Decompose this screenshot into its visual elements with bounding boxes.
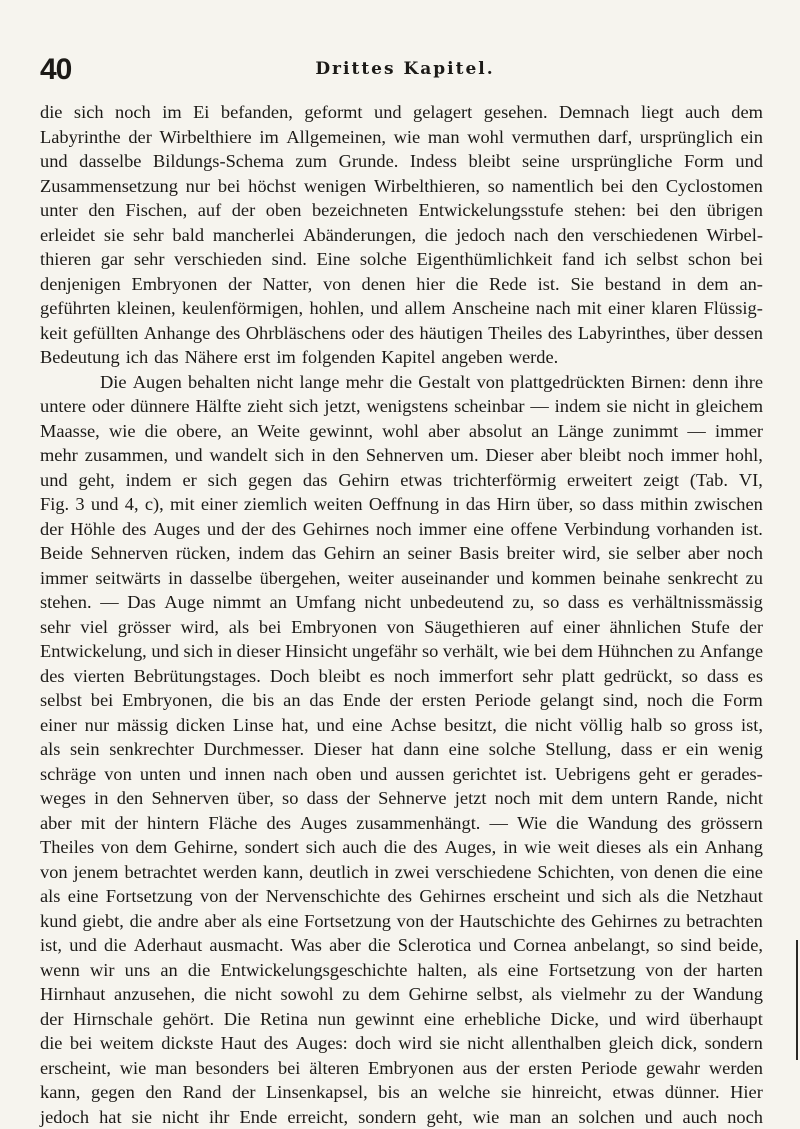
text-line: Labyrinthe der Wirbelthiere im Allgemeinen, wie man wohl vermuthen darf, ursprünglich ein: [40, 125, 763, 150]
text-line: aber mit der hintern Fläche des Auges zusammenhängt. — Wie die Wandung des grössern: [40, 811, 763, 836]
text-line: untere oder dünnere Hälfte zieht sich jetzt, wenigstens scheinbar — indem sie nicht in gleichem: [40, 394, 763, 419]
text-line: mehr zusammen, und wandelt sich in den Sehnerven um. Dieser aber bleibt noch immer hohl,: [40, 443, 763, 468]
text-line: und geht, indem er sich gegen das Gehirn etwas trichterförmig erweitert zeigt (Tab. VI,: [40, 468, 763, 493]
text-line: weges in den Sehnerven über, so dass der Sehnerve jetzt noch mit dem untern Rande, nicht: [40, 786, 763, 811]
text-line: immer seitwärts in dasselbe übergehen, weiter auseinander und kommen beinahe senkrecht zu: [40, 566, 763, 591]
text-line: kund giebt, die andre aber als eine Fortsetzung von der Hautschichte des Gehirnes zu betrachten: [40, 909, 763, 934]
text-line: thieren gar sehr verschieden sind. Eine solche Eigenthümlichkeit fand ich selbst schon bei: [40, 247, 763, 272]
text-line: die sich noch im Ei befanden, geformt und gelagert gesehen. Demnach liegt auch dem: [40, 100, 763, 125]
text-line: von jenem betrachtet werden kann, deutlich in zwei verschiedene Schichten, von denen die eine: [40, 860, 763, 885]
text-line: Zusammensetzung nur bei höchst wenigen Wirbelthieren, so namentlich bei den Cyclostomen: [40, 174, 763, 199]
page-header: [40, 52, 770, 88]
page-number: 40: [40, 52, 71, 88]
text-line: ist, und die Aderhaut ausmacht. Was aber die Sclerotica und Cornea anbelangt, so sind beide,: [40, 933, 763, 958]
text-line: unter den Fischen, auf der oben bezeichneten Entwickelungsstufe stehen: bei den übrigen: [40, 198, 763, 223]
text-line: Hirnhaut anzusehen, die nicht sowohl zu dem Gehirne selbst, als vielmehr zu der Wandung: [40, 982, 763, 1007]
text-line: Beide Sehnerven rücken, indem das Gehirn an seiner Basis breiter wird, sie selber aber noch: [40, 541, 763, 566]
page-edge: [796, 940, 798, 1060]
text-line: keit gefüllten Anhange des Ohrbläschens oder des häutigen Theiles des Labyrinthes, über dessen: [40, 321, 763, 346]
text-line: die bei weitem dickste Haut des Auges: doch wird sie nicht allenthalben gleich dick, sondern: [40, 1031, 763, 1056]
text-line: Theiles von dem Gehirne, sondert sich auch die des Auges, in wie weit dieses als ein Anhang: [40, 835, 763, 860]
text-line: der Höhle des Auges und der des Gehirnes noch immer eine offene Verbindung vorhanden ist.: [40, 517, 763, 542]
text-line: jedoch hat sie nicht ihr Ende erreicht, sondern geht, wie man an solchen und auch noch: [40, 1105, 763, 1129]
text-line: als eine Fortsetzung von der Nervenschichte des Gehirnes erscheint und sich als die Netzhaut: [40, 884, 763, 909]
text-line: und dasselbe Bildungs-Schema zum Grunde. Indess bleibt seine ursprüngliche Form und: [40, 149, 763, 174]
text-line: erleidet sie sehr bald mancherlei Abänderungen, die jedoch nach den verschiedenen Wirbel-: [40, 223, 763, 248]
text-line: schräge von unten und innen nach oben und aussen gerichtet ist. Uebrigens geht er gerades-: [40, 762, 763, 787]
text-line: Bedeutung ich das Nähere erst im folgenden Kapitel angeben werde.: [40, 345, 763, 370]
text-line: Entwickelung, und sich in dieser Hinsicht ungefähr so verhält, wie bei dem Hühnchen zu Anfange: [40, 639, 763, 664]
text-line: als sein senkrechter Durchmesser. Dieser hat dann eine solche Stellung, dass er ein wenig: [40, 737, 763, 762]
text-line: Fig. 3 und 4, c), mit einer ziemlich weiten Oeffnung in das Hirn über, so dass mithin zwischen: [40, 492, 763, 517]
text-line: geführten kleinen, keulenförmigen, hohlen, und allem Anscheine nach mit einer klaren Flüssig-: [40, 296, 763, 321]
text-line: selbst bei Embryonen, die bis an das Ende der ersten Periode gelangt sind, noch die Form: [40, 688, 763, 713]
running-head: Drittes Kapitel.: [40, 58, 770, 80]
text-line: Maasse, wie die obere, an Weite gewinnt, wohl aber absolut an Länge zunimmt — immer: [40, 419, 763, 444]
text-line: stehen. — Das Auge nimmt an Umfang nicht unbedeutend zu, so dass es verhältnissmässig: [40, 590, 763, 615]
text-line: denjenigen Embryonen der Natter, von denen hier die Rede ist. Sie bestand in dem an-: [40, 272, 763, 297]
text-line: einer nur mässig dicken Linse hat, und eine Achse besitzt, die nicht völlig halb so gross ist,: [40, 713, 763, 738]
text-line: sehr viel grösser wird, als bei Embryonen von Säugethieren auf einer ähnlichen Stufe der: [40, 615, 763, 640]
text-line: der Hirnschale gehört. Die Retina nun gewinnt eine erhebliche Dicke, und wird überhaupt: [40, 1007, 763, 1032]
text-line: kann, gegen den Rand der Linsenkapsel, bis an welche sie hinreicht, etwas dünner. Hier: [40, 1080, 763, 1105]
body-text: [40, 100, 763, 1129]
text-line: wenn wir uns an die Entwickelungsgeschichte halten, als eine Fortsetzung von der harten: [40, 958, 763, 983]
text-line: erscheint, wie man besonders bei älteren Embryonen aus der ersten Periode gewahr werden: [40, 1056, 763, 1081]
text-line: des vierten Bebrütungstages. Doch bleibt es noch immerfort sehr platt gedrückt, so dass es: [40, 664, 763, 689]
text-line: Die Augen behalten nicht lange mehr die Gestalt von plattgedrückten Birnen: denn ihre: [40, 370, 763, 395]
